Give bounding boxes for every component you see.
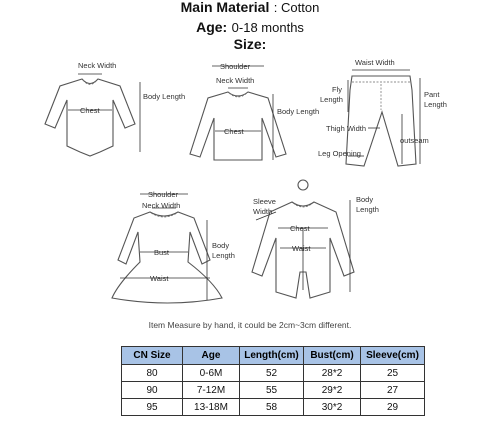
dress-bust-label: Bust: [154, 248, 170, 257]
bodysuit-diagram: [45, 61, 185, 156]
shirt-body-length-label: Body Length: [277, 107, 320, 116]
pants-fly-length-label-2: Length: [320, 95, 343, 104]
romper-body-length-label-2: Length: [356, 205, 379, 214]
pants-outseam-label: outseam: [400, 136, 429, 145]
cell-cn-size: 80: [122, 365, 183, 382]
cell-age: 13-18M: [183, 399, 240, 416]
cell-bust: 29*2: [304, 382, 361, 399]
cell-sleeve: 27: [361, 382, 425, 399]
header-bust: Bust(cm): [304, 347, 361, 365]
cell-bust: 30*2: [304, 399, 361, 416]
size-table: [121, 346, 425, 416]
size-label: Size:: [233, 36, 267, 52]
romper-sleeve-width-label-1: Sleeve: [253, 197, 276, 206]
pants-thigh-width-label: Thigh Width: [326, 124, 367, 133]
pants-waist-width-label: Waist Width: [355, 58, 395, 67]
bodysuit-body-length-label: Body Length: [143, 92, 186, 101]
dress-body-length-label: Body: [212, 241, 230, 250]
pants-pant-length-label-2: Length: [424, 100, 447, 109]
shirt-shoulder-label: Shoulder: [220, 62, 251, 71]
romper-waist-label: Waist: [292, 244, 311, 253]
age-value: 0-18 months: [231, 20, 304, 35]
header-sleeve: Sleeve(cm): [361, 347, 425, 365]
pants-leg-opening-label: Leg Opening: [318, 149, 361, 158]
cell-age: 0-6M: [183, 365, 240, 382]
romper-chest-label: Chest: [290, 224, 310, 233]
bodysuit-neck-width-label: Neck Width: [78, 61, 117, 70]
dress-shoulder-label: Shoulder: [148, 190, 179, 199]
cell-bust: 28*2: [304, 365, 361, 382]
material-label: Main Material: [180, 0, 270, 15]
measurement-diagrams: [0, 52, 500, 320]
pants-fly-length-label-1: Fly: [332, 85, 342, 94]
dress-waist-label: Waist: [150, 274, 169, 283]
shirt-diagram: [190, 62, 319, 160]
table-row: [122, 365, 425, 382]
age-label: Age:: [196, 19, 228, 35]
size-line: [0, 36, 500, 53]
material-line: Main Material : Cotton: [180, 0, 320, 15]
header-age: Age: [183, 347, 240, 365]
shirt-chest-label: Chest: [224, 127, 244, 136]
romper-sleeve-width-label-2: Width: [253, 207, 273, 216]
table-row: [122, 382, 425, 399]
header-length: Length(cm): [240, 347, 304, 365]
size-table-header-row: [122, 347, 425, 365]
bodysuit-chest-label: Chest: [80, 106, 100, 115]
material-value: Cotton: [281, 0, 320, 15]
romper-body-length-label: Body: [356, 195, 374, 204]
header-cn-size: CN Size: [122, 347, 183, 365]
pants-pant-length-label: Pant: [424, 90, 440, 99]
table-row: [122, 399, 425, 416]
cell-cn-size: 90: [122, 382, 183, 399]
dress-neck-width-label: Neck Width: [142, 201, 181, 210]
cell-length: 52: [240, 365, 304, 382]
romper-diagram: [252, 180, 379, 298]
measurement-note: Item Measure by hand, it could be 2cm~3cm different.: [148, 320, 352, 330]
pants-diagram: [318, 58, 447, 166]
shirt-neck-width-label: Neck Width: [216, 76, 255, 85]
cell-cn-size: 95: [122, 399, 183, 416]
dress-body-length-label-2: Length: [212, 251, 235, 260]
cell-sleeve: 25: [361, 365, 425, 382]
cell-sleeve: 29: [361, 399, 425, 416]
cell-length: 55: [240, 382, 304, 399]
dress-diagram: [112, 190, 235, 303]
cell-age: 7-12M: [183, 382, 240, 399]
cell-length: 58: [240, 399, 304, 416]
age-line: [0, 19, 500, 36]
